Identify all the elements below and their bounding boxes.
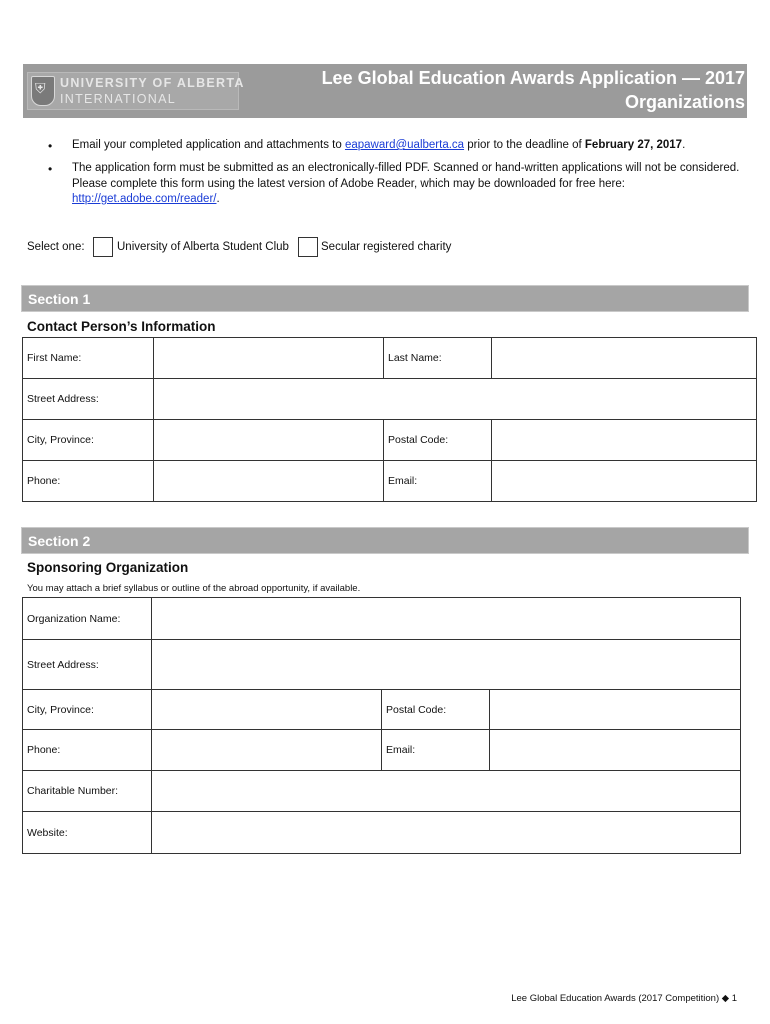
organization-table xyxy=(22,597,741,854)
org-phone-field[interactable] xyxy=(152,730,382,771)
instruction-pdf xyxy=(72,161,752,208)
charitable-number-field[interactable] xyxy=(152,771,741,812)
org-postal-code-field[interactable] xyxy=(490,690,741,730)
org-street-address-field[interactable] xyxy=(152,640,741,690)
page-footer: Lee Global Education Awards (2017 Competition) ◆ 1 xyxy=(511,993,737,1004)
last-name-field[interactable] xyxy=(492,338,757,379)
section-2-bar xyxy=(21,527,749,554)
section-1-title: Section 1 xyxy=(28,291,91,307)
section-2-title: Section 2 xyxy=(28,533,91,549)
registered-charity-checkbox[interactable] xyxy=(298,237,318,257)
deadline-date: February 27, 2017 xyxy=(584,139,683,151)
logo-line2: INTERNATIONAL xyxy=(60,92,176,106)
website-field[interactable] xyxy=(152,812,741,854)
last-name-label: Last Name: xyxy=(384,338,492,379)
street-address-field[interactable] xyxy=(154,379,757,420)
instruction-text: Please complete this form using the latest version of Adobe Reader, which may be downloaded for free here: xyxy=(72,177,625,190)
email-link[interactable]: eapaward@ualberta.ca xyxy=(344,139,465,151)
phone-field[interactable] xyxy=(154,461,384,502)
instruction-text: Email your completed application and attachments to xyxy=(72,139,345,151)
university-logo xyxy=(27,72,245,110)
student-club-checkbox[interactable] xyxy=(93,237,113,257)
section-1-bar xyxy=(21,285,749,312)
organization-name-field[interactable] xyxy=(152,598,741,640)
adobe-reader-link[interactable]: http://get.adobe.com/reader/ xyxy=(72,193,217,205)
phone-label: Phone: xyxy=(23,461,154,502)
org-street-address-label: Street Address: xyxy=(23,640,152,690)
header-banner xyxy=(23,64,747,118)
instruction-text: . xyxy=(682,139,686,151)
instruction-text: . xyxy=(216,193,220,205)
student-club-label: University of Alberta Student Club xyxy=(117,241,289,253)
organization-name-label: Organization Name: xyxy=(23,598,152,640)
city-province-label: City, Province: xyxy=(23,420,154,461)
contact-heading: Contact Person’s Information xyxy=(27,319,216,334)
city-province-field[interactable] xyxy=(154,420,384,461)
org-postal-code-label: Postal Code: xyxy=(382,690,490,730)
sponsoring-heading: Sponsoring Organization xyxy=(27,560,189,575)
contact-table xyxy=(22,337,757,502)
first-name-field[interactable] xyxy=(154,338,384,379)
website-label: Website: xyxy=(23,812,152,854)
first-name-label: First Name: xyxy=(23,338,154,379)
bullet-icon: • xyxy=(48,162,53,176)
registered-charity-label: Secular registered charity xyxy=(321,241,452,253)
instruction-text: prior to the deadline of xyxy=(464,139,585,151)
org-city-province-label: City, Province: xyxy=(23,690,152,730)
logo-line1: UNIVERSITY OF ALBERTA xyxy=(60,76,245,90)
sponsoring-note: You may attach a brief syllabus or outline of the abroad opportunity, if available. xyxy=(27,583,361,594)
charitable-number-label: Charitable Number: xyxy=(23,771,152,812)
org-email-label: Email: xyxy=(382,730,490,771)
email-field[interactable] xyxy=(492,461,757,502)
select-one-label: Select one: xyxy=(27,241,85,253)
postal-code-label: Postal Code: xyxy=(384,420,492,461)
instruction-text: The application form must be submitted as an electronically-filled PDF. Scanned or hand-written applications will not be considered. xyxy=(72,162,740,174)
university-crest-icon: ⛨ xyxy=(31,76,55,106)
page-title: Lee Global Education Awards Application — 2017 xyxy=(321,68,745,88)
street-address-label: Street Address: xyxy=(23,379,154,420)
email-label: Email: xyxy=(384,461,492,502)
bullet-icon: • xyxy=(48,139,53,153)
instruction-email xyxy=(72,138,752,154)
postal-code-field[interactable] xyxy=(492,420,757,461)
org-phone-label: Phone: xyxy=(23,730,152,771)
org-city-province-field[interactable] xyxy=(152,690,382,730)
page-subtitle: Organizations xyxy=(624,92,745,112)
org-email-field[interactable] xyxy=(490,730,741,771)
